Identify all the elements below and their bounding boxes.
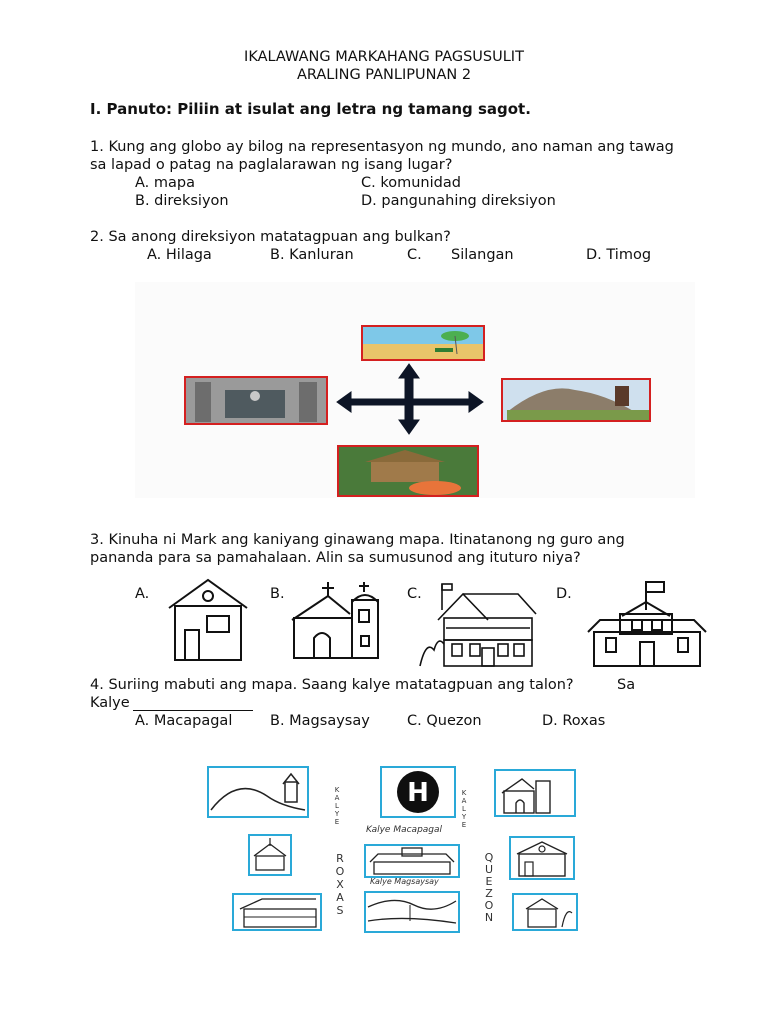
q1-choice-c: C. komunidad xyxy=(361,175,461,191)
page-subtitle: ARALING PANLIPUNAN 2 xyxy=(296,67,472,83)
q1-choice-a: A. mapa xyxy=(135,175,195,191)
police-box xyxy=(509,836,575,880)
q4-line1: 4. Suriing mabuti ang mapa. Saang kalye matatagpuan ang talon? xyxy=(90,677,574,693)
q4-choice-c: C. Quezon xyxy=(407,713,482,729)
quezon-label: Q U E Z O N xyxy=(484,851,494,924)
kalye-magsaysay-label: Kalye Magsaysay xyxy=(370,877,439,886)
beach-image xyxy=(362,326,484,360)
q2-text: 2. Sa anong direksiyon matatagpuan ang bulkan? xyxy=(90,229,451,245)
page-title: IKALAWANG MARKAHANG PAGSUSULIT xyxy=(244,49,524,65)
q1-choice-b: B. direksiyon xyxy=(135,193,229,209)
q4-choice-d: D. Roxas xyxy=(542,713,606,729)
kalye-macapagal-label: Kalye Macapagal xyxy=(366,825,443,835)
municipal-hall-box xyxy=(364,844,460,878)
waterfall-box xyxy=(364,891,460,933)
q4-sa: Sa xyxy=(617,677,636,693)
roxas-label: R O X A S xyxy=(335,852,345,917)
answer-blank xyxy=(133,710,253,711)
q1-choice-d: D. pangunahing direksiyon xyxy=(361,193,556,209)
volcano-image xyxy=(502,379,650,421)
kalye-right-label: K A L Y E xyxy=(461,789,467,829)
school-small-box xyxy=(248,834,292,876)
direction-figure xyxy=(135,282,695,498)
hospital-letter: H xyxy=(407,778,429,808)
hospital-box xyxy=(380,766,456,818)
q3-line2: pananda para sa pamahalaan. Alin sa sumusunod ang ituturo niya? xyxy=(90,550,581,566)
municipal-hall-drawing xyxy=(586,580,708,668)
q3-line1: 3. Kinuha ni Mark ang kaniyang ginawang mapa. Itinatanong ng guro ang xyxy=(90,532,625,548)
q2-choice-c-letter: C. xyxy=(407,247,422,263)
instruction: I. Panuto: Piliin at isulat ang letra ng tamang sagot. xyxy=(90,100,531,118)
q2-choice-c: Silangan xyxy=(451,247,514,263)
kalye-left-label: K A L Y E xyxy=(334,786,340,826)
church-box xyxy=(494,769,576,817)
house-in-trees-image xyxy=(338,446,478,496)
school-large-box xyxy=(232,893,322,931)
q2-choice-d: D. Timog xyxy=(586,247,652,263)
school-drawing xyxy=(418,580,538,668)
q3-choice-c: C. xyxy=(407,586,422,602)
mountain-church-box xyxy=(207,766,309,818)
q2-choice-b: B. Kanluran xyxy=(270,247,354,263)
church-drawing xyxy=(288,580,384,660)
q4-choice-b: B. Magsaysay xyxy=(270,713,370,729)
q3-choice-a: A. xyxy=(135,586,150,602)
castle-image xyxy=(185,377,327,424)
hut-box xyxy=(512,893,578,931)
police-station-drawing xyxy=(165,578,251,662)
q4-choice-a: A. Macapagal xyxy=(135,713,233,729)
q3-choice-d: D. xyxy=(556,586,572,602)
q2-choice-a: A. Hilaga xyxy=(147,247,212,263)
q3-choice-b: B. xyxy=(270,586,285,602)
q4-line2: Kalye xyxy=(90,695,130,711)
q1-line2: sa lapad o patag na paglalarawan ng isang lugar? xyxy=(90,157,453,173)
q1-line1: 1. Kung ang globo ay bilog na representasyon ng mundo, ano naman ang tawag xyxy=(90,139,674,155)
